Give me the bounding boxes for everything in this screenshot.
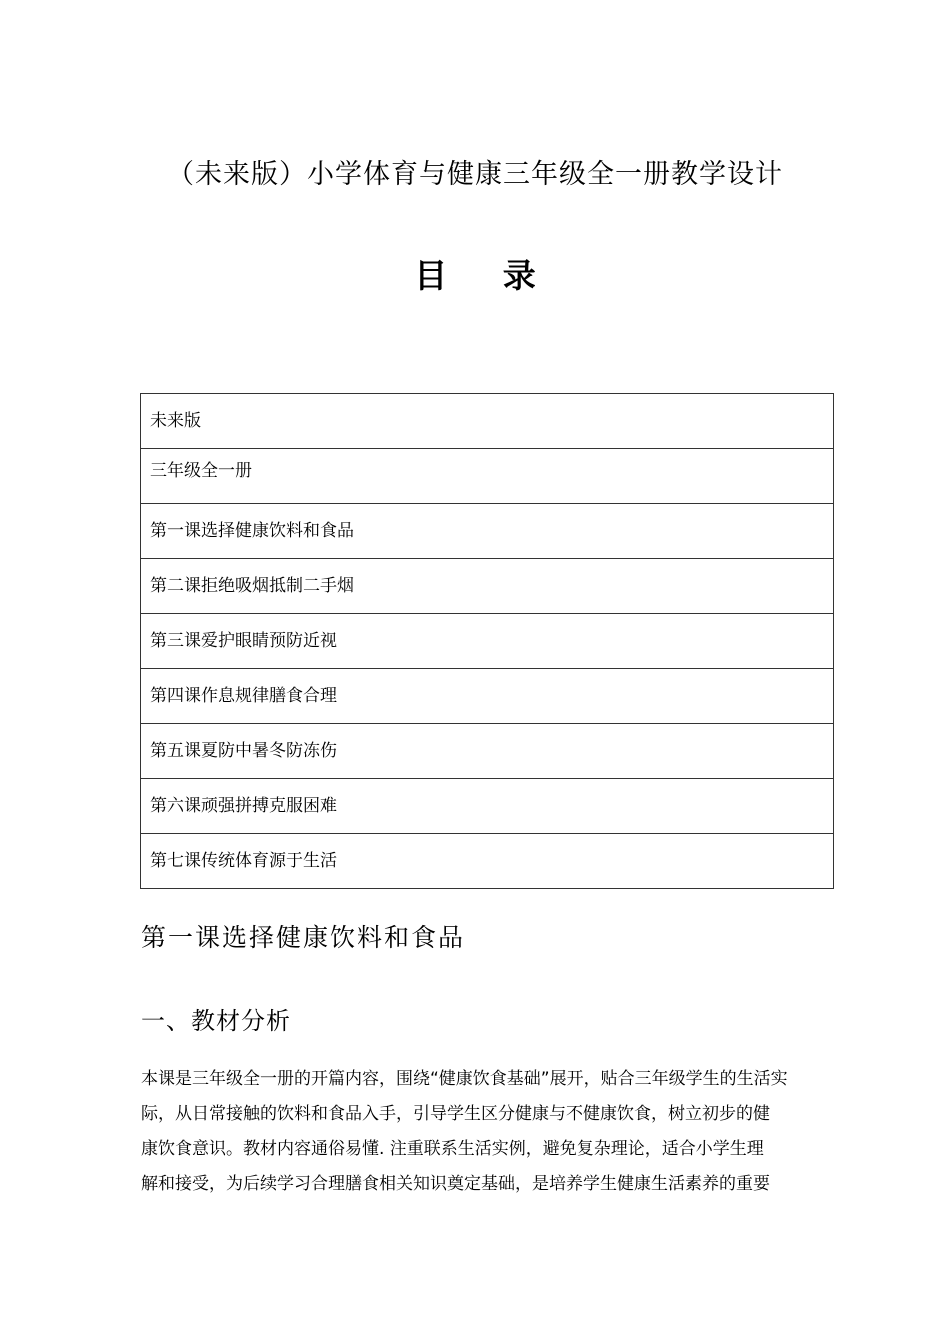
toc-row <box>141 394 834 449</box>
toc-row <box>141 559 834 614</box>
lesson-title: 第一课选择健康饮料和食品 <box>141 923 466 952</box>
toc-table <box>140 393 834 889</box>
toc-entry-lesson-5: 第五课夏防中暑冬防冻伤 <box>141 724 834 779</box>
toc-entry-lesson-1: 第一课选择健康饮料和食品 <box>141 504 834 559</box>
toc-entry-lesson-7: 第七课传统体育源于生活 <box>141 834 834 889</box>
toc-row <box>141 779 834 834</box>
toc-entry-grade: 三年级全一册 <box>141 449 834 504</box>
toc-entry-lesson-2: 第二课拒绝吸烟抵制二手烟 <box>141 559 834 614</box>
toc-row <box>141 724 834 779</box>
toc-row <box>141 614 834 669</box>
toc-heading: 目 录 <box>414 256 558 295</box>
paragraph-line: 际，从日常接触的饮料和食品入手，引导学生区分健康与不健康饮食，树立初步的健 <box>141 1104 770 1124</box>
toc-entry-lesson-6: 第六课顽强拼搏克服困难 <box>141 779 834 834</box>
paragraph-line: 康饮食意识。教材内容通俗易懂. 注重联系生活实例，避免复杂理论，适合小学生理 <box>141 1139 764 1159</box>
paragraph-line: 解和接受，为后续学习合理膳食相关知识奠定基础，是培养学生健康生活素养的重要 <box>141 1174 770 1194</box>
toc-row <box>141 449 834 504</box>
toc-row <box>141 504 834 559</box>
toc-row <box>141 834 834 889</box>
toc-entry-lesson-4: 第四课作息规律膳食合理 <box>141 669 834 724</box>
document-title: （未来版）小学体育与健康三年级全一册教学设计 <box>167 159 783 190</box>
toc-row <box>141 669 834 724</box>
paragraph-line: 本课是三年级全一册的开篇内容，围绕“健康饮食基础”展开，贴合三年级学生的生活实 <box>141 1069 788 1089</box>
paragraph <box>141 1062 821 1202</box>
toc-entry-edition: 未来版 <box>141 394 834 449</box>
toc-entry-lesson-3: 第三课爱护眼睛预防近视 <box>141 614 834 669</box>
section-heading: 一、教材分析 <box>141 1007 291 1035</box>
